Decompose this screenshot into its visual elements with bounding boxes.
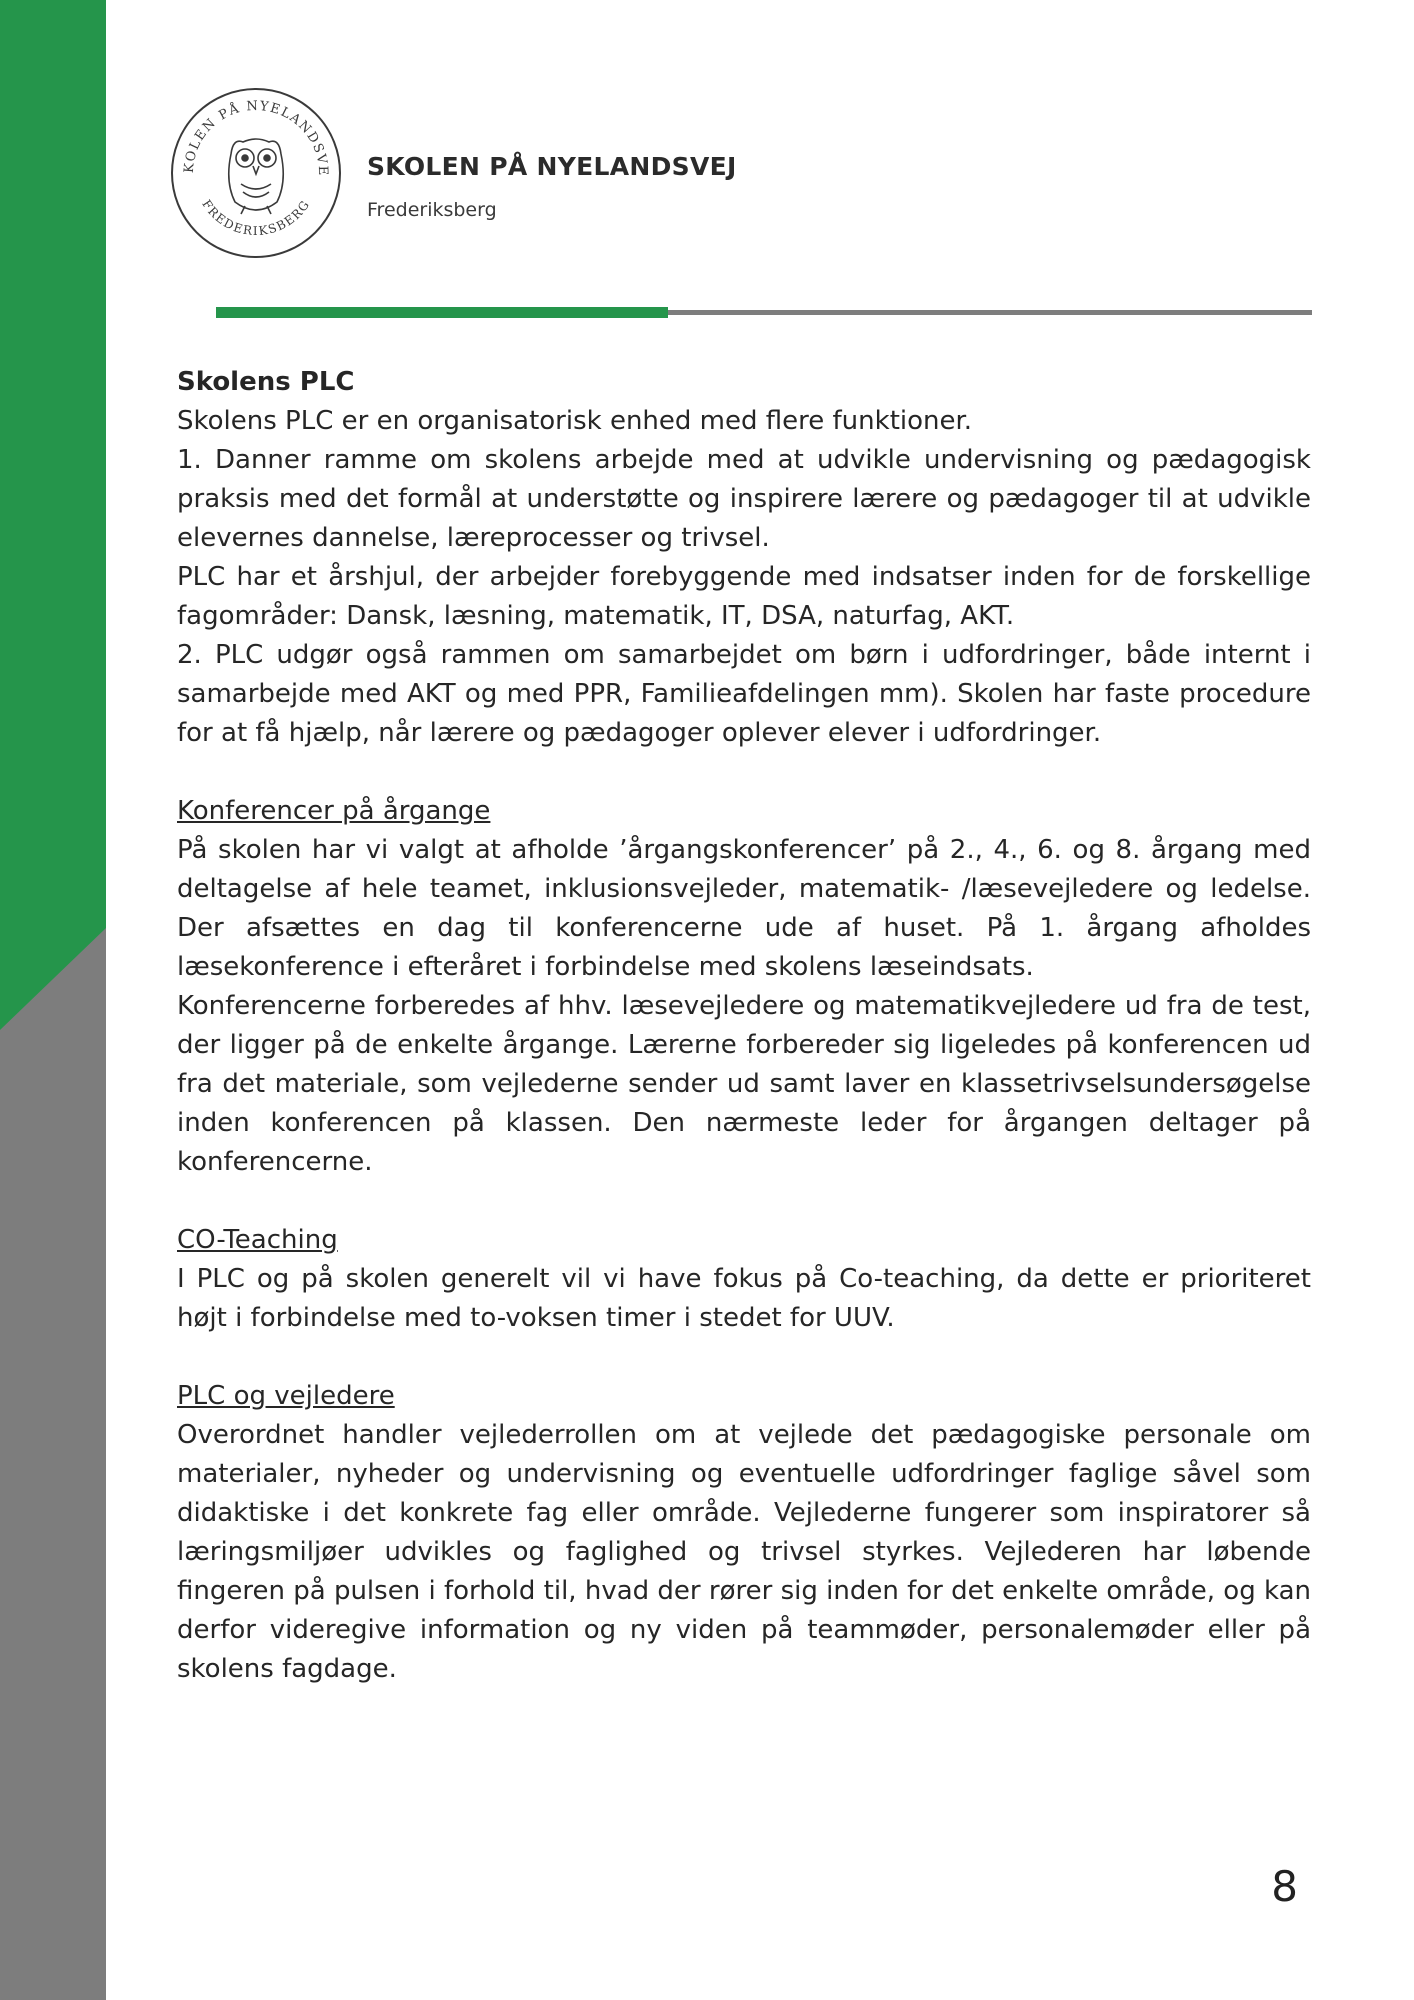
school-location: Frederiksberg	[367, 199, 497, 221]
intro-paragraph: PLC har et årshjul, der arbejder forebyggende med indsatser inden for de forskellige fagområder: Dansk, læsning, matematik, IT, DSA, naturfag, AKT.	[177, 562, 1311, 631]
section-title: Skolens PLC	[177, 367, 355, 397]
side-band-green	[0, 0, 106, 1030]
header-rule-gray	[668, 310, 1312, 315]
body-paragraph: Konferencerne forberedes af hhv. læsevejledere og matematikvejledere ud fra de test, der ligger på de enkelte årgange. Lærerne forbereder sig ligeledes på konferencen ud fra det materiale, som vejlederne sender ud samt laver en klassetrivselsundersøgelse inden konferencen på klassen. Den nærmeste leder for årgangen deltager på konferencerne.	[177, 991, 1311, 1177]
svg-text:FREDERIKSBERG	[199, 197, 313, 238]
main-content	[177, 363, 1311, 1689]
subheading-konferencer: Konferencer på årgange	[177, 796, 491, 826]
body-paragraph: Overordnet handler vejlederrollen om at vejlede det pædagogiske personale om materialer, nyheder og undervisning og eventuelle udfordringer faglige såvel som didaktiske i det konkrete fag eller område. Vejlederne fungerer som inspiratorer så læringsmiljøer udvikles og faglighed og trivsel styrkes. Vejlederen har løbende fingeren på pulsen i forhold til, hvad der rører sig inden for det enkelte område, og kan derfor videregive information og ny viden på teammøder, personalemøder eller på skolens fagdage.	[177, 1420, 1311, 1684]
spacer	[177, 1182, 1311, 1221]
svg-text:SKOLEN PÅ NYELANDSVEJ	[169, 86, 330, 177]
body-paragraph: På skolen har vi valgt at afholde ’årgangskonferencer’ på 2., 4., 6. og 8. årgang med deltagelse af hele teamet, inklusionsvejleder, matematik- /læsevejledere og ledelse. Der afsættes en dag til konferencerne ude af huset. På 1. årgang afholdes læsekonference i efteråret i forbindelse med skolens læseindsats.	[177, 835, 1311, 982]
owl-icon	[229, 139, 284, 214]
subheading-plc-vejledere: PLC og vejledere	[177, 1381, 395, 1411]
logo-text-top: KOLEN PÅ NYELANDSVE	[181, 98, 331, 177]
school-name: SKOLEN PÅ NYELANDSVEJ	[367, 152, 737, 181]
side-band	[0, 0, 106, 2000]
page-number: 8	[1271, 1862, 1298, 1911]
intro-paragraph: 1. Danner ramme om skolens arbejde med at udvikle undervisning og pædagogisk praksis med det formål at understøtte og inspirere lærere og pædagoger til at udvikle elevernes dannelse, læreprocesser og trivsel.	[177, 445, 1311, 553]
school-logo	[169, 86, 343, 260]
spacer	[177, 753, 1311, 792]
spacer	[177, 1338, 1311, 1377]
subheading-co-teaching: CO-Teaching	[177, 1225, 338, 1255]
intro-paragraph: 2. PLC udgør også rammen om samarbejdet om børn i udfordringer, både internt i samarbejde med AKT og med PPR, Familieafdelingen mm). Skolen har faste procedure for at få hjælp, når lærere og pædagoger oplever elever i udfordringer.	[177, 640, 1311, 748]
intro-paragraph: Skolens PLC er en organisatorisk enhed med flere funktioner.	[177, 406, 973, 436]
header-rule-green	[216, 307, 668, 318]
logo-text-bottom: FREDERIKSBERG	[199, 197, 313, 239]
body-paragraph: I PLC og på skolen generelt vil vi have fokus på Co-teaching, da dette er prioriteret højt i forbindelse med to-voksen timer i stedet for UUV.	[177, 1264, 1311, 1333]
